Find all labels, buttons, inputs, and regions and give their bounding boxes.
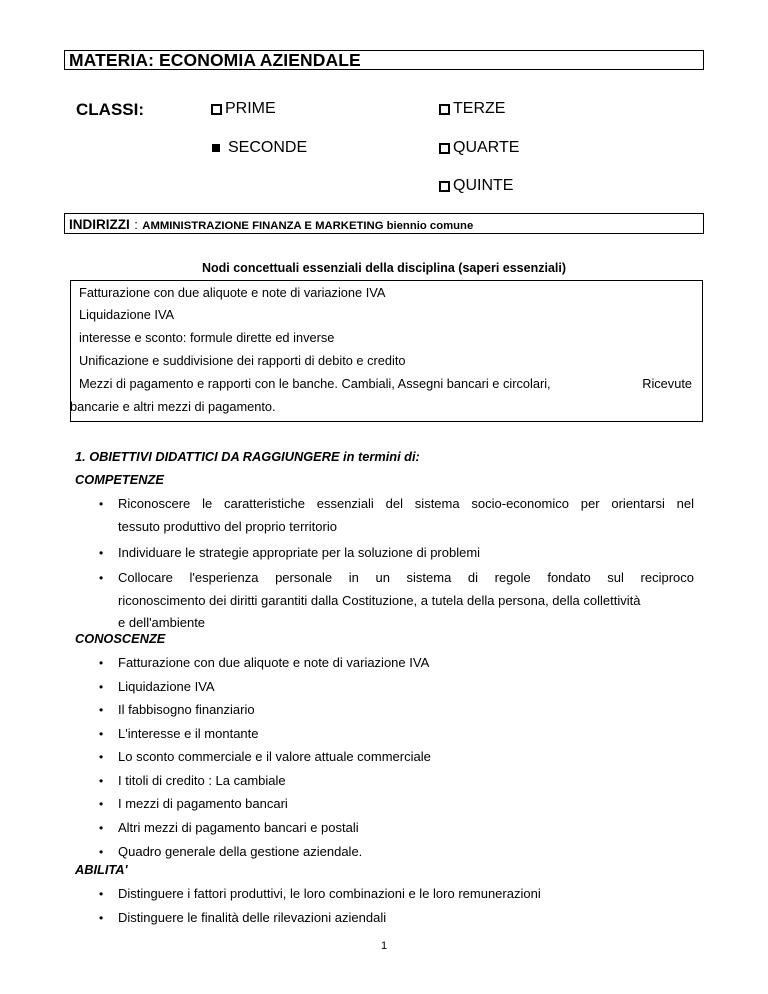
key-concept-line: Unificazione e suddivisione dei rapporti di debito e credito	[79, 353, 406, 368]
bullet-icon: •	[99, 656, 104, 670]
bullet-icon: •	[99, 703, 104, 717]
curriculum-box	[64, 213, 704, 234]
competence-item: Riconoscere le caratteristiche essenziali del sistema socio-economico per orientarsi nel	[118, 496, 694, 511]
class-option-label: TERZE	[453, 100, 506, 117]
unchecked-box-icon	[211, 104, 222, 115]
knowledge-item: Quadro generale della gestione aziendale.	[118, 844, 363, 859]
curriculum-value: AMMINISTRAZIONE FINANZA E MARKETING biennio comune	[142, 220, 474, 232]
bullet-icon: •	[99, 680, 104, 694]
knowledge-item: Lo sconto commerciale e il valore attuale commerciale	[118, 749, 431, 764]
class-option-prime	[211, 100, 276, 118]
bullet-icon: •	[99, 911, 104, 925]
checked-square-icon	[212, 144, 220, 152]
key-concept-line: interesse e sconto: formule dirette ed inverse	[79, 330, 335, 345]
bullet-icon: •	[99, 887, 104, 901]
curriculum-line	[69, 216, 473, 234]
key-concept-line-end: Ricevute	[642, 376, 692, 391]
knowledge-item: Altri mezzi di pagamento bancari e postali	[118, 820, 359, 835]
curriculum-separator: :	[134, 217, 138, 232]
bullet-icon: •	[99, 727, 104, 741]
knowledge-item: I mezzi di pagamento bancari	[118, 796, 288, 811]
unchecked-box-icon	[439, 143, 450, 154]
skills-heading: ABILITA'	[75, 862, 128, 877]
bullet-icon: •	[99, 750, 104, 764]
competence-item-cont: riconoscimento dei diritti garantiti dalla Costituzione, a tutela della persona, della collettività	[118, 593, 641, 608]
class-option-label: QUARTE	[453, 139, 520, 156]
class-option-quinte	[439, 177, 513, 195]
competence-item: Individuare le strategie appropriate per la soluzione di problemi	[118, 545, 481, 560]
knowledge-item: Il fabbisogno finanziario	[118, 702, 255, 717]
objectives-title: 1. OBIETTIVI DIDATTICI DA RAGGIUNGERE in termini di:	[75, 449, 420, 464]
competence-item-cont: tessuto produttivo del proprio territorio	[118, 519, 337, 534]
knowledge-item: I titoli di credito : La cambiale	[118, 773, 286, 788]
key-concept-line: Liquidazione IVA	[79, 307, 175, 322]
bullet-icon: •	[99, 821, 104, 835]
knowledge-item: Fatturazione con due aliquote e note di variazione IVA	[118, 655, 430, 670]
class-option-seconde	[211, 139, 307, 157]
bullet-icon: •	[99, 497, 104, 511]
skill-item: Distinguere le finalità delle rilevazioni aziendali	[118, 910, 387, 925]
bullet-icon: •	[99, 571, 104, 585]
competence-item-cont: e dell'ambiente	[118, 615, 206, 630]
key-concepts-title: Nodi concettuali essenziali della disciplina (saperi essenziali)	[201, 261, 566, 275]
subject-box	[64, 50, 704, 70]
key-concept-line: Mezzi di pagamento e rapporti con le banche. Cambiali, Assegni bancari e circolari,	[79, 376, 551, 391]
subject-title: MATERIA: ECONOMIA AZIENDALE	[69, 50, 361, 70]
class-option-label: PRIME	[225, 100, 276, 117]
key-concept-line: Fatturazione con due aliquote e note di variazione IVA	[79, 285, 386, 300]
competences-heading: COMPETENZE	[75, 472, 164, 487]
bullet-icon: •	[99, 845, 104, 859]
unchecked-box-icon	[439, 181, 450, 192]
bullet-icon: •	[99, 797, 104, 811]
class-option-quarte	[439, 139, 519, 157]
knowledge-item: L'interesse e il montante	[118, 726, 259, 741]
competence-item: Collocare l'esperienza personale in un sistema di regole fondato sul reciproco	[118, 570, 694, 585]
bullet-icon: •	[99, 546, 104, 560]
class-option-terze	[439, 100, 505, 118]
classes-label: CLASSI:	[76, 100, 144, 119]
curriculum-label: INDIRIZZI	[69, 217, 130, 232]
key-concept-line: bancarie e altri mezzi di pagamento.	[70, 399, 276, 414]
bullet-icon: •	[99, 774, 104, 788]
page-number: 1	[380, 940, 388, 952]
class-option-label: QUINTE	[453, 177, 514, 194]
class-option-label: SECONDE	[228, 139, 308, 156]
knowledge-item: Liquidazione IVA	[118, 679, 215, 694]
knowledge-heading: CONOSCENZE	[75, 631, 166, 646]
skill-item: Distinguere i fattori produttivi, le loro combinazioni e le loro remunerazioni	[118, 886, 541, 901]
unchecked-box-icon	[439, 104, 450, 115]
